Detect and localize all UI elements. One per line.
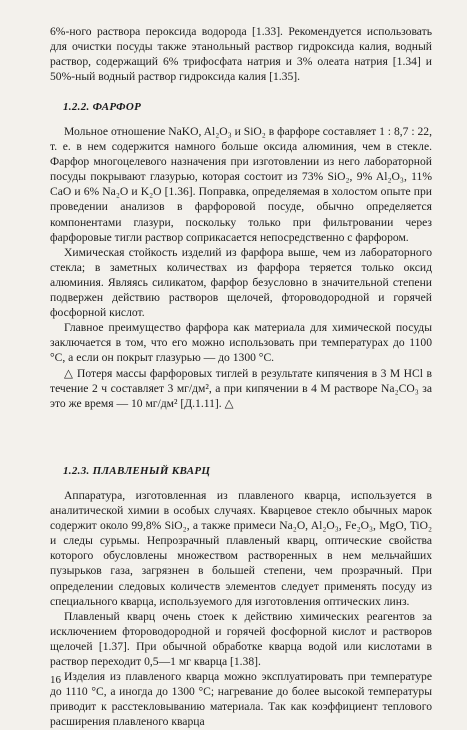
- section-heading-porcelain: 1.2.2. ФАРФОР: [63, 101, 142, 113]
- section-quartz-body: [50, 488, 432, 730]
- paragraph: Химическая стойкость изделий из фарфора выше, чем из лабораторного стекла; в заметных количествах из фарфора теряется только оксид алюминия. Являясь силикатом, фарфор безусловно в значительной степени подвержен действию растворов щелочей, фтороводородной и горячей фосфорной кислот.: [50, 245, 432, 320]
- paragraph: Мольное отношение NaKO, Al₂O₃ и SiO₂ в фарфоре составляет 1 : 8,7 : 22, т. е. в нем содержится намного больше оксида алюминия, чем в стекле. Фарфор многоцелевого назначения при изготовлении из него лабораторной посуды покрывают глазурью, которая состоит из 73% SiO₂, 9% Al₂O₃, 11% CaO и 6% Na₂O и K₂O [1.36]. Поправка, определяемая в холостом опыте при проведении анализов в фарфоровой посуде, обычно определяется компонентами глазури, поскольку только при фильтровании через фарфоровые тигли раствор соприкасается непосредственно с фарфором.: [50, 125, 432, 244]
- paragraph: Изделия из плавленого кварца можно эксплуатировать при температуре до 1110 °C, а иногда до 1300 °C; нагревание до более высокой температуры приводит к расстекловыванию материала. Так как коэффициент теплового расширения плавленого кварца: [50, 670, 432, 729]
- section-heading-quartz: 1.2.3. ПЛАВЛЕНЫЙ КВАРЦ: [63, 465, 211, 477]
- intro-block: [50, 24, 432, 84]
- section-porcelain-body: [50, 124, 432, 411]
- paragraph: Главное преимущество фарфора как материала для химической посуды заключается в том, что его можно использовать при температурах до 1100 °C, а если он покрыт глазурью — до 1300 °C.: [50, 321, 432, 365]
- page-number: 16: [50, 674, 61, 686]
- paragraph: △ Потеря массы фарфоровых тиглей в результате кипячения в 3 M HCl в течение 2 ч составляет 3 мг/дм², а при кипячении в 4 M растворе Na₂CO₃ за это же время — 10 мг/дм² [Д.1.11]. △: [50, 366, 432, 410]
- paragraph: Аппаратура, изготовленная из плавленого кварца, используется в аналитической химии в особых случаях. Кварцевое стекло обычных марок содержит около 99,8% SiO₂, а также примеси Na₂O, Al₂O₃, Fe₂O₃, MgO, TiO₂ и следы сурьмы. Непрозрачный плавленый кварц, оптические свойства которого обусловлены множеством растворенных в нем мельчайших пузырьков газа, загрязнен в большей степени, чем прозрачный. При определении следовых количеств элементов следует применять посуду из специального кварца, используемого для изготовления оптических линз.: [50, 489, 432, 608]
- paragraph: Плавленый кварц очень стоек к действию химических реагентов за исключением фтороводородной и горячей фосфорной кислот и растворов щелочей [1.37]. При обычной обработке кварца водой или кислотами в раствор переходит 0,5—1 мг кварца [1.38].: [50, 609, 432, 669]
- intro-paragraph: 6%-ного раствора пероксида водорода [1.33]. Рекомендуется использовать для очистки посуды также этанольный раствор гидроксида калия, водный раствор, содержащий 6% трифосфата натрия и 3% олеата натрия [1.34] и 50%-ный водный раствор гидроксида калия [1.35].: [50, 25, 432, 84]
